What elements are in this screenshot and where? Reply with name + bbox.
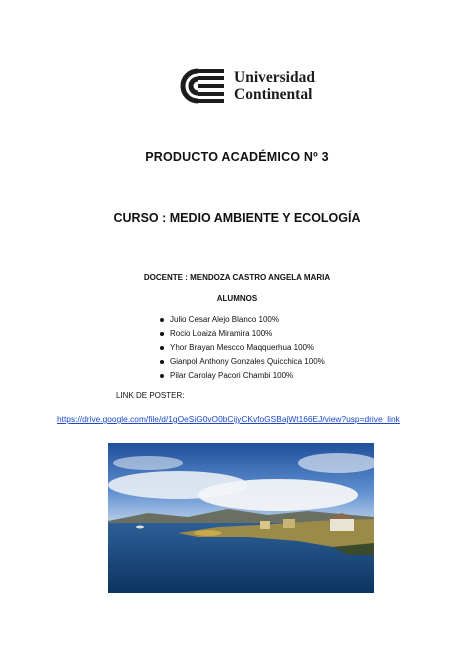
university-name: [234, 69, 315, 103]
list-item: [160, 341, 325, 355]
students-heading: ALUMNOS: [216, 294, 258, 303]
bullet-icon: [160, 360, 164, 364]
university-logo: [176, 68, 315, 104]
bullet-icon: [160, 318, 164, 322]
list-item: [160, 369, 325, 383]
bullet-icon: [160, 346, 164, 350]
university-name-line1: Universidad: [234, 69, 315, 86]
teacher-name: DOCENTE : MENDOZA CASTRO ANGELA MARIA: [143, 273, 331, 282]
list-item: [160, 313, 325, 327]
bullet-icon: [160, 332, 164, 336]
poster-label: LINK DE POSTER:: [116, 391, 185, 400]
student-name: Pilar Carolay Pacori Chambi 100%: [170, 371, 294, 380]
student-name: Rocio Loaiza Miramira 100%: [170, 329, 273, 338]
student-name: Julio Cesar Alejo Blanco 100%: [170, 315, 279, 324]
list-item: [160, 327, 325, 341]
university-name-line2: Continental: [234, 86, 313, 103]
student-name: Yhor Brayan Mescco Maqquerhua 100%: [170, 343, 315, 352]
university-emblem-icon: [176, 68, 226, 104]
bullet-icon: [160, 374, 164, 378]
students-list: [160, 313, 325, 383]
lake-photo: [108, 443, 374, 593]
student-name: Gianpol Anthony Gonzales Quicchica 100%: [170, 357, 325, 366]
course-title: CURSO : MEDIO AMBIENTE Y ECOLOGÍA: [113, 211, 361, 225]
list-item: [160, 355, 325, 369]
poster-link[interactable]: https://drive.google.com/file/d/1gOeSiG0vO0bCijyCKvfoGSBajWt166EJ/view?usp=drive_link: [57, 414, 400, 424]
document-title: PRODUCTO ACADÉMICO Nº 3: [145, 150, 329, 164]
